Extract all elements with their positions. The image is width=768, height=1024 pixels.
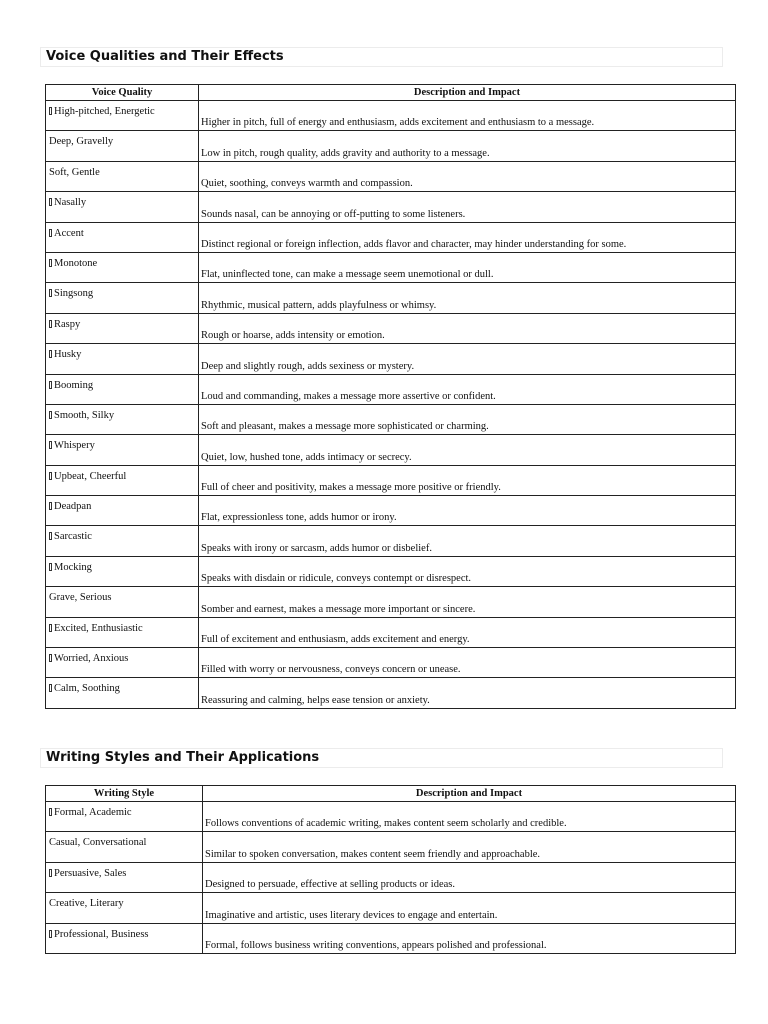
description-cell: Low in pitch, rough quality, adds gravity and authority to a message. xyxy=(199,131,736,161)
missing-glyph-icon xyxy=(49,808,52,816)
voice-quality-label: Booming xyxy=(54,379,94,391)
description-cell: Deep and slightly rough, adds sexiness or mystery. xyxy=(199,344,736,374)
table-row xyxy=(46,131,736,161)
table-row xyxy=(46,496,736,526)
table-row xyxy=(46,192,736,222)
table-row xyxy=(46,556,736,586)
column-header-description: Description and Impact xyxy=(203,786,736,802)
writing-style-label: Persuasive, Sales xyxy=(54,867,127,879)
voice-quality-label: Accent xyxy=(54,227,84,239)
description-cell: Quiet, soothing, conveys warmth and compassion. xyxy=(199,161,736,191)
voice-quality-label: Mocking xyxy=(54,561,92,573)
writing-style-cell xyxy=(46,802,203,832)
voice-quality-label: Raspy xyxy=(54,318,81,330)
table-row xyxy=(46,222,736,252)
description-cell: Follows conventions of academic writing, makes content seem scholarly and credible. xyxy=(203,802,736,832)
voice-quality-cell xyxy=(46,465,199,495)
column-header-writing-style: Writing Style xyxy=(46,786,203,802)
table-row xyxy=(46,802,736,832)
table-row xyxy=(46,678,736,708)
description-cell: Flat, uninflected tone, can make a message seem unemotional or dull. xyxy=(199,252,736,282)
voice-quality-cell xyxy=(46,678,199,708)
missing-glyph-icon xyxy=(49,107,52,115)
description-cell: Rhythmic, musical pattern, adds playfulness or whimsy. xyxy=(199,283,736,313)
voice-quality-label: Whispery xyxy=(54,440,95,452)
description-cell: Similar to spoken conversation, makes content seem friendly and approachable. xyxy=(203,832,736,862)
voice-quality-cell xyxy=(46,131,199,161)
missing-glyph-icon xyxy=(49,411,52,419)
missing-glyph-icon xyxy=(49,684,52,692)
missing-glyph-icon xyxy=(49,869,52,877)
voice-quality-label: Excited, Enthusiastic xyxy=(54,622,143,634)
voice-quality-label: Upbeat, Cheerful xyxy=(54,470,127,482)
missing-glyph-icon xyxy=(49,198,52,206)
description-cell: Rough or hoarse, adds intensity or emotion. xyxy=(199,313,736,343)
description-cell: Designed to persuade, effective at selling products or ideas. xyxy=(203,862,736,892)
voice-quality-cell xyxy=(46,344,199,374)
description-cell: Full of excitement and enthusiasm, adds excitement and energy. xyxy=(199,617,736,647)
missing-glyph-icon xyxy=(49,259,52,267)
table-row xyxy=(46,526,736,556)
table-row xyxy=(46,404,736,434)
description-cell: Full of cheer and positivity, makes a message more positive or friendly. xyxy=(199,465,736,495)
table-row xyxy=(46,101,736,131)
voice-quality-cell xyxy=(46,435,199,465)
table-row xyxy=(46,344,736,374)
writing-style-cell xyxy=(46,862,203,892)
writing-style-cell xyxy=(46,893,203,923)
table-header-row xyxy=(46,786,736,802)
table-row xyxy=(46,465,736,495)
table-row xyxy=(46,313,736,343)
voice-quality-label: Worried, Anxious xyxy=(54,653,129,665)
voice-quality-cell xyxy=(46,374,199,404)
missing-glyph-icon xyxy=(49,472,52,480)
voice-quality-label: Smooth, Silky xyxy=(54,409,115,421)
description-cell: Speaks with irony or sarcasm, adds humor or disbelief. xyxy=(199,526,736,556)
voice-quality-cell xyxy=(46,648,199,678)
missing-glyph-icon xyxy=(49,229,52,237)
missing-glyph-icon xyxy=(49,563,52,571)
description-cell: Speaks with disdain or ridicule, conveys contempt or disrespect. xyxy=(199,556,736,586)
voice-quality-cell xyxy=(46,587,199,617)
description-cell: Imaginative and artistic, uses literary devices to engage and entertain. xyxy=(203,893,736,923)
writing-style-label: Creative, Literary xyxy=(49,898,124,910)
writing-section-title: Writing Styles and Their Applications xyxy=(40,748,723,768)
voice-quality-label: Grave, Serious xyxy=(49,592,112,604)
voice-qualities-table xyxy=(45,84,736,709)
missing-glyph-icon xyxy=(49,532,52,540)
table-row xyxy=(46,374,736,404)
voice-quality-cell xyxy=(46,556,199,586)
table-header-row xyxy=(46,85,736,101)
writing-style-cell xyxy=(46,832,203,862)
table-row xyxy=(46,587,736,617)
description-cell: Loud and commanding, makes a message more assertive or confident. xyxy=(199,374,736,404)
voice-quality-cell xyxy=(46,313,199,343)
missing-glyph-icon xyxy=(49,930,52,938)
column-header-description: Description and Impact xyxy=(199,85,736,101)
voice-quality-label: Calm, Soothing xyxy=(54,683,120,695)
voice-quality-cell xyxy=(46,496,199,526)
voice-quality-cell xyxy=(46,526,199,556)
voice-quality-cell xyxy=(46,283,199,313)
voice-section-title: Voice Qualities and Their Effects xyxy=(40,47,723,67)
description-cell: Flat, expressionless tone, adds humor or irony. xyxy=(199,496,736,526)
voice-quality-cell xyxy=(46,404,199,434)
table-row xyxy=(46,283,736,313)
voice-quality-label: Deadpan xyxy=(54,501,92,513)
description-cell: Filled with worry or nervousness, conveys concern or unease. xyxy=(199,648,736,678)
voice-quality-label: Monotone xyxy=(54,257,98,269)
table-row xyxy=(46,435,736,465)
missing-glyph-icon xyxy=(49,441,52,449)
description-cell: Higher in pitch, full of energy and enthusiasm, adds excitement and enthusiasm to a message. xyxy=(199,101,736,131)
table-row xyxy=(46,617,736,647)
writing-styles-table xyxy=(45,785,736,954)
voice-quality-label: Deep, Gravelly xyxy=(49,136,114,148)
voice-quality-label: Nasally xyxy=(54,197,87,209)
voice-quality-label: Sarcastic xyxy=(54,531,92,543)
missing-glyph-icon xyxy=(49,624,52,632)
voice-quality-cell xyxy=(46,192,199,222)
voice-quality-label: Soft, Gentle xyxy=(49,166,100,178)
table-row xyxy=(46,161,736,191)
writing-style-label: Professional, Business xyxy=(54,928,149,940)
description-cell: Somber and earnest, makes a message more important or sincere. xyxy=(199,587,736,617)
missing-glyph-icon xyxy=(49,350,52,358)
table-row xyxy=(46,923,736,953)
voice-quality-cell xyxy=(46,617,199,647)
description-cell: Soft and pleasant, makes a message more sophisticated or charming. xyxy=(199,404,736,434)
table-row xyxy=(46,862,736,892)
voice-quality-cell xyxy=(46,101,199,131)
table-row xyxy=(46,648,736,678)
table-row xyxy=(46,893,736,923)
writing-style-label: Casual, Conversational xyxy=(49,837,147,849)
writing-style-cell xyxy=(46,923,203,953)
voice-quality-label: Husky xyxy=(54,349,82,361)
column-header-voice-quality: Voice Quality xyxy=(46,85,199,101)
voice-quality-label: Singsong xyxy=(54,288,94,300)
description-cell: Distinct regional or foreign inflection, adds flavor and character, may hinder understanding for some. xyxy=(199,222,736,252)
missing-glyph-icon xyxy=(49,502,52,510)
writing-style-label: Formal, Academic xyxy=(54,807,132,818)
missing-glyph-icon xyxy=(49,654,52,662)
description-cell: Reassuring and calming, helps ease tension or anxiety. xyxy=(199,678,736,708)
voice-quality-cell xyxy=(46,161,199,191)
voice-quality-cell xyxy=(46,252,199,282)
description-cell: Quiet, low, hushed tone, adds intimacy or secrecy. xyxy=(199,435,736,465)
missing-glyph-icon xyxy=(49,381,52,389)
voice-quality-label: High-pitched, Energetic xyxy=(54,106,155,117)
voice-quality-cell xyxy=(46,222,199,252)
missing-glyph-icon xyxy=(49,289,52,297)
missing-glyph-icon xyxy=(49,320,52,328)
table-row xyxy=(46,832,736,862)
description-cell: Sounds nasal, can be annoying or off-putting to some listeners. xyxy=(199,192,736,222)
table-row xyxy=(46,252,736,282)
description-cell: Formal, follows business writing conventions, appears polished and professional. xyxy=(203,923,736,953)
